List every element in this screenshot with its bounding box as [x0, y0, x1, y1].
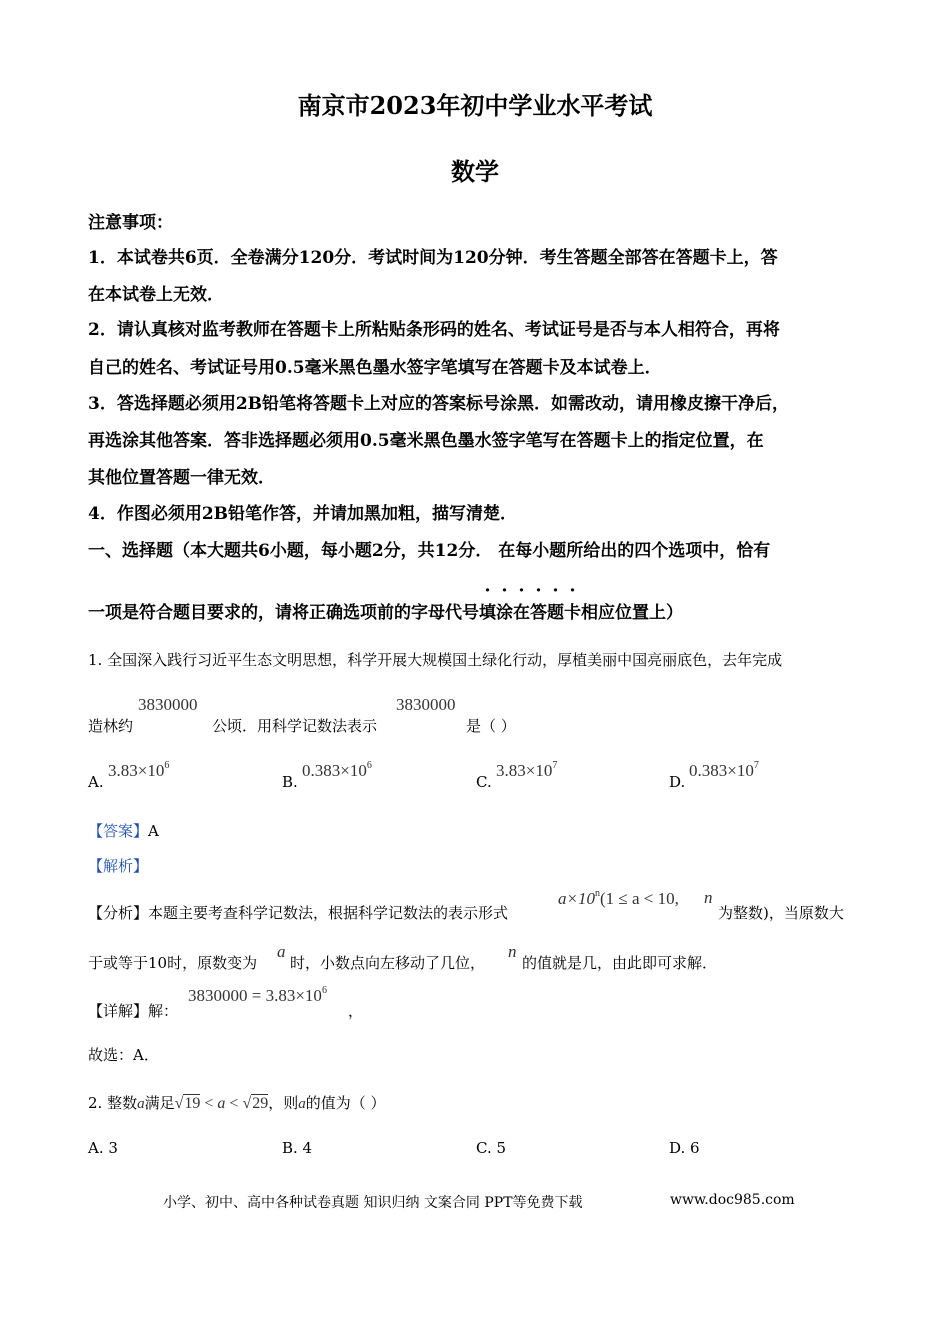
q2-inequality: √19 < a < √29	[174, 1095, 269, 1112]
q1-option-a-label: A.	[88, 773, 104, 791]
q1-option-b-value: $0.383\times 10^6$	[302, 760, 372, 780]
q1-analysis-line-2b: 时，小数点向左移动了几位，	[290, 954, 486, 972]
emphasis-char: 卡	[564, 603, 581, 623]
q1-answer	[88, 820, 159, 841]
q1-analysis-line-2a: 于或等于10时，原数变为	[88, 954, 258, 972]
q1-option-d-label: D.	[669, 773, 686, 791]
q1-option-a-value: $3.83\times 10^6$	[108, 760, 170, 780]
subject-title: 数学	[451, 157, 499, 186]
q1-number-1: 3830000	[138, 695, 198, 714]
footer-text: 小学、初中、高中各种试卷真题 知识归纳 文案合同 PPT等免费下载	[163, 1195, 583, 1211]
fenxi-text: 本题主要考查科学记数法，根据科学记数法的表示形式	[148, 904, 509, 922]
q1-option-c-label: C.	[476, 773, 492, 791]
notice-heading: 注意事项：	[88, 213, 173, 233]
emphasis-char: 填	[479, 603, 496, 623]
fenxi-formula: $a\times 10^n(1 \le a < 10$,	[558, 888, 679, 908]
emphasized-text	[479, 603, 581, 623]
q1-option-c-value: $3.83\times 10^7$	[496, 760, 558, 780]
detail-comma: ，	[348, 1002, 364, 1020]
answer-tag: 【答案】	[88, 822, 149, 840]
fenxi-tag: 【分析】	[88, 904, 149, 922]
q1-option-b-label: B.	[282, 773, 298, 791]
notice-item-3-line-3: 其他位置答题一律无效．	[88, 468, 275, 488]
q2-option-c: C. 5	[476, 1139, 507, 1157]
section-heading-line-1: 一、选择题（本大题共6小题，每小题2分，共12分． 在每小题所给出的四个选项中，恰有	[88, 541, 771, 561]
notice-item-3-line-1: 3．答选择题必须用2B铅笔将答题卡上对应的答案标号涂黑．如需改动，请用橡皮擦干净后，	[88, 394, 790, 414]
footer-url[interactable]: www.doc985.com	[670, 1192, 795, 1208]
notice-item-1-line-1: 1．本试卷共6页．全卷满分120分．考试时间为120分钟．考生答题全部答在答题卡上，答	[88, 248, 778, 268]
q1-detail	[88, 1000, 178, 1021]
q2-option-d: D. 6	[669, 1139, 700, 1157]
emphasis-char: 答	[530, 603, 547, 623]
q2-stem: 2. 整数a满足√19 < a < √29，则a的值为（ ）	[88, 1094, 386, 1112]
section-heading-line-2	[88, 598, 683, 623]
notice-item-1-line-2: 在本试卷上无效．	[88, 285, 224, 305]
fenxi-var-a: a	[277, 942, 286, 961]
notice-item-4: 4．作图必须用2B铅笔作答，并请加黑加粗，描写清楚．	[88, 504, 518, 524]
q2-option-b: B. 4	[282, 1139, 313, 1157]
emphasis-char: 涂	[496, 603, 513, 623]
answer-value: A	[148, 822, 159, 840]
q1-stem-part-3: 是（ ）	[466, 717, 516, 735]
q1-option-d-value: $0.383\times 10^7$	[689, 760, 759, 780]
exam-title: 南京市2023年初中学业水平考试	[297, 91, 653, 120]
notice-item-3-line-2: 再选涂其他答案．答非选择题必须用0.5毫米黑色墨水签字笔写在答题卡上的指定位置，在	[88, 431, 764, 451]
q1-stem-line-1: 1. 全国深入践行习近平生态文明思想，科学开展大规模国土绿化行动，厚植美丽中国亮丽底色，去年完成	[88, 651, 783, 669]
fenxi-var-n: n	[508, 942, 517, 961]
detail-tag: 【详解】	[88, 1002, 149, 1020]
section-heading-text-end: 相应位置上）	[581, 603, 683, 623]
q1-number-2: 3830000	[396, 695, 456, 714]
q2-option-a: A. 3	[88, 1139, 118, 1157]
fenxi-text-2: 为整数)，当原数大	[718, 904, 844, 922]
analysis-tag: 【解析】	[88, 857, 149, 875]
q1-analysis-line-1	[88, 902, 508, 923]
q1-stem-part-2: 公顷．用科学记数法表示	[212, 717, 378, 735]
notice-item-2-line-2: 自己的姓名、考试证号用0.5毫米黑色墨水签字笔填写在答题卡及本试卷上．	[88, 358, 662, 378]
q1-stem-part-1: 造林约	[88, 717, 134, 735]
section-heading-text: 一项是符合题目要求的，请将正确选项前的字母代号	[88, 603, 479, 623]
q1-choose: 故选：A．	[88, 1046, 159, 1064]
emphasis-char: 在	[513, 603, 530, 623]
emphasis-char: 题	[547, 603, 564, 623]
notice-item-2-line-1: 2．请认真核对监考教师在答题卡上所粘贴条形码的姓名、考试证号是否与本人相符合，再将	[88, 320, 780, 340]
fenxi-n: n	[704, 888, 713, 907]
detail-text: 解：	[148, 1002, 179, 1020]
detail-formula: $3830000 = 3.83\times 10^6$	[188, 985, 327, 1005]
q1-analysis-line-2c: 的值就是几，由此即可求解．	[522, 954, 718, 972]
